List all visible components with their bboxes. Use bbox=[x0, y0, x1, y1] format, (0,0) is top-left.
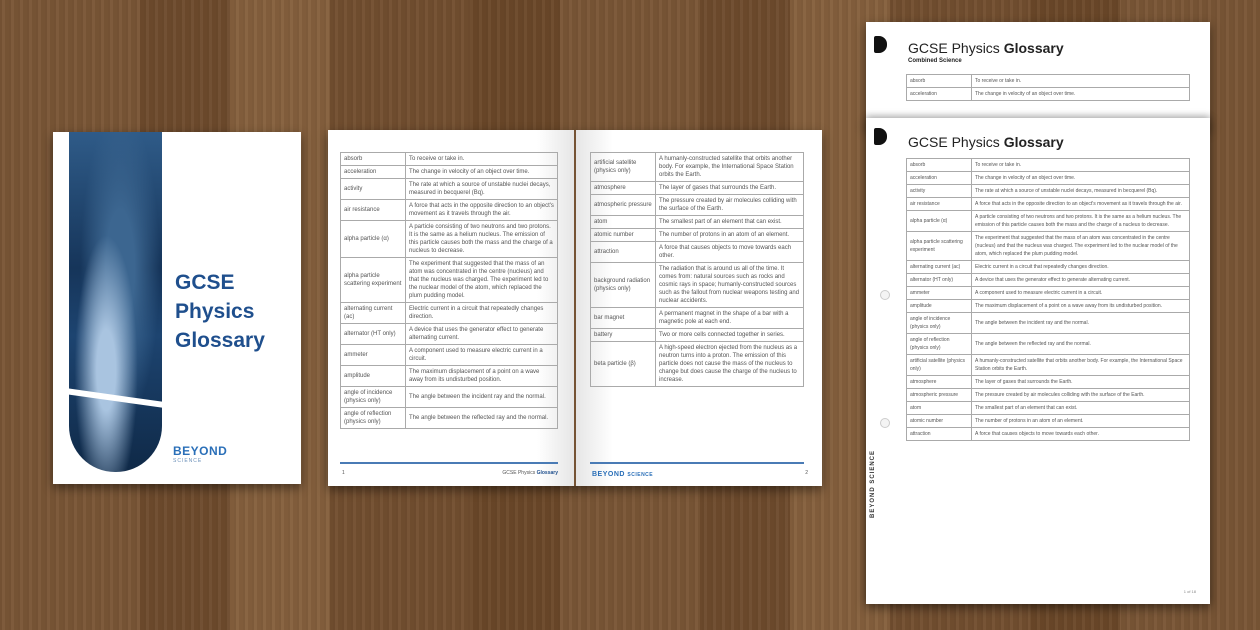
sheet-page-number: 1 of 18 bbox=[1183, 589, 1196, 594]
glossary-term: alternator (HT only) bbox=[341, 324, 406, 345]
glossary-definition: The angle between the reflected ray and the normal. bbox=[406, 408, 558, 429]
cover-title-line3: Glossary bbox=[175, 329, 265, 352]
glossary-row bbox=[907, 75, 1190, 88]
glossary-definition: A force that acts in the opposite direction to an object's movement as it travels through the air. bbox=[406, 200, 558, 221]
glossary-definition: A component used to measure electric current in a circuit. bbox=[972, 287, 1190, 300]
glossary-term: alternator (HT only) bbox=[907, 274, 972, 287]
glossary-definition: The rate at which a source of unstable nuclei decays, measured in becquerel (Bq). bbox=[972, 185, 1190, 198]
glossary-term: angle of reflection (physics only) bbox=[341, 408, 406, 429]
glossary-row bbox=[341, 258, 558, 303]
glossary-term: amplitude bbox=[907, 300, 972, 313]
glossary-term: activity bbox=[907, 185, 972, 198]
glossary-definition: The radiation that is around us all of the time. It comes from: natural sources such as rocks and cosmic rays in space; humanly-constructed sources such as the fallout from nuclear weapons testing and nuclear accidents. bbox=[656, 263, 804, 308]
glossary-definition: To receive or take in. bbox=[406, 153, 558, 166]
glossary-definition: A humanly-constructed satellite that orbits another body. For example, the International Space Station orbits the Earth. bbox=[656, 153, 804, 182]
glossary-definition: The change in velocity of an object over time. bbox=[972, 172, 1190, 185]
glossary-term: atomic number bbox=[591, 229, 656, 242]
glossary-term: atom bbox=[591, 216, 656, 229]
glossary-definition: The angle between the reflected ray and the normal. bbox=[972, 334, 1190, 355]
glossary-definition: The layer of gases that surrounds the Earth. bbox=[656, 182, 804, 195]
glossary-term: attraction bbox=[907, 428, 972, 441]
glossary-term: atom bbox=[907, 402, 972, 415]
glossary-row bbox=[907, 172, 1190, 185]
glossary-definition: The rate at which a source of unstable nuclei decays, measured in becquerel (Bq). bbox=[406, 179, 558, 200]
glossary-row bbox=[907, 313, 1190, 334]
glossary-term: activity bbox=[341, 179, 406, 200]
sheet-back-title bbox=[908, 40, 1064, 56]
glossary-definition: A permanent magnet in the shape of a bar with a magnetic pole at each end. bbox=[656, 308, 804, 329]
glossary-term: acceleration bbox=[341, 166, 406, 179]
glossary-row bbox=[341, 200, 558, 221]
glossary-term: atmospheric pressure bbox=[591, 195, 656, 216]
glossary-definition: The pressure created by air molecules colliding with the surface of the Earth. bbox=[656, 195, 804, 216]
left-footer-title-bold: Glossary bbox=[536, 470, 558, 476]
glossary-term: ammeter bbox=[907, 287, 972, 300]
glossary-row bbox=[907, 274, 1190, 287]
glossary-term: artificial satellite (physics only) bbox=[591, 153, 656, 182]
glossary-term: absorb bbox=[341, 153, 406, 166]
right-page-number: 2 bbox=[805, 470, 808, 476]
glossary-definition: A particle consisting of two neutrons and two protons. It is the same as a helium nucleus. The emission of this particle causes both the mass and the charge of a nucleus to decrease. bbox=[406, 221, 558, 258]
glossary-row bbox=[907, 402, 1190, 415]
glossary-row bbox=[907, 376, 1190, 389]
right-footer-brand bbox=[592, 471, 653, 478]
glossary-definition: The change in velocity of an object over time. bbox=[972, 88, 1190, 101]
glossary-term: bar magnet bbox=[591, 308, 656, 329]
glossary-term: artificial satellite (physics only) bbox=[907, 355, 972, 376]
glossary-definition: The smallest part of an element that can exist. bbox=[972, 402, 1190, 415]
glossary-term: attraction bbox=[591, 242, 656, 263]
glossary-row bbox=[591, 308, 804, 329]
sheet-front-title-text: GCSE Physics bbox=[908, 134, 1000, 150]
sheet-back-title-text: GCSE Physics bbox=[908, 40, 1000, 56]
left-footer-title bbox=[502, 470, 558, 476]
glossary-row bbox=[341, 387, 558, 408]
sheet-front-title-bold: Glossary bbox=[1003, 134, 1064, 150]
glossary-row bbox=[907, 88, 1190, 101]
glossary-row bbox=[907, 428, 1190, 441]
glossary-row bbox=[341, 221, 558, 258]
glossary-row bbox=[907, 389, 1190, 402]
glossary-term: battery bbox=[591, 329, 656, 342]
glossary-term: angle of incidence (physics only) bbox=[907, 313, 972, 334]
glossary-term: absorb bbox=[907, 159, 972, 172]
punch-hole bbox=[880, 418, 890, 428]
cover-title-line2: Physics bbox=[175, 300, 255, 323]
glossary-definition: To receive or take in. bbox=[972, 75, 1190, 88]
glossary-term: atmosphere bbox=[591, 182, 656, 195]
wave-image bbox=[69, 132, 162, 472]
glossary-row bbox=[907, 185, 1190, 198]
glossary-definition: The change in velocity of an object over time. bbox=[406, 166, 558, 179]
booklet-right-page bbox=[576, 130, 822, 486]
glossary-definition: A particle consisting of two neutrons and two protons. It is the same as a helium nucleus. The emission of this particle causes both the mass and the charge of a nucleus to decrease. bbox=[972, 211, 1190, 232]
glossary-term: absorb bbox=[907, 75, 972, 88]
glossary-term: angle of reflection (physics only) bbox=[907, 334, 972, 355]
open-booklet bbox=[328, 130, 822, 486]
glossary-row bbox=[341, 324, 558, 345]
glossary-sheet-front bbox=[866, 118, 1210, 604]
glossary-term: alpha particle scattering experiment bbox=[907, 232, 972, 261]
glossary-term: alpha particle (α) bbox=[907, 211, 972, 232]
glossary-row bbox=[341, 303, 558, 324]
glossary-term: alternating current (ac) bbox=[907, 261, 972, 274]
glossary-definition: The pressure created by air molecules colliding with the surface of the Earth. bbox=[972, 389, 1190, 402]
glossary-term: acceleration bbox=[907, 88, 972, 101]
cover-slash bbox=[69, 387, 162, 412]
glossary-definition: A high-speed electron ejected from the nucleus as a neutron turns into a proton. The emission of this particle does not cause the mass of the nucleus to change but does cause the charge of the nucleus to increase. bbox=[656, 342, 804, 387]
glossary-term: background radiation (physics only) bbox=[591, 263, 656, 308]
glossary-definition: Electric current in a circuit that repeatedly changes direction. bbox=[406, 303, 558, 324]
right-footer-bar bbox=[590, 462, 804, 464]
left-page-number: 1 bbox=[342, 470, 345, 476]
glossary-row bbox=[341, 408, 558, 429]
glossary-row bbox=[591, 195, 804, 216]
glossary-row bbox=[591, 229, 804, 242]
glossary-row bbox=[341, 345, 558, 366]
glossary-row bbox=[907, 287, 1190, 300]
booklet-left-page bbox=[328, 130, 574, 486]
glossary-definition: The maximum displacement of a point on a wave away from its undisturbed position. bbox=[406, 366, 558, 387]
glossary-row bbox=[591, 216, 804, 229]
sheet-front-table bbox=[906, 158, 1190, 441]
glossary-row bbox=[907, 198, 1190, 211]
glossary-row bbox=[907, 355, 1190, 376]
glossary-term: angle of incidence (physics only) bbox=[341, 387, 406, 408]
sheet-back-subtitle: Combined Science bbox=[908, 58, 962, 64]
glossary-definition: The number of protons in an atom of an element. bbox=[972, 415, 1190, 428]
glossary-row bbox=[907, 261, 1190, 274]
glossary-row bbox=[907, 334, 1190, 355]
glossary-row bbox=[591, 342, 804, 387]
glossary-definition: The angle between the incident ray and the normal. bbox=[406, 387, 558, 408]
glossary-definition: A humanly-constructed satellite that orbits another body. For example, the International Space Station orbits the Earth. bbox=[972, 355, 1190, 376]
glossary-row bbox=[907, 232, 1190, 261]
glossary-definition: The maximum displacement of a point on a wave away from its undisturbed position. bbox=[972, 300, 1190, 313]
glossary-row bbox=[341, 166, 558, 179]
cover-title bbox=[175, 268, 265, 355]
glossary-term: ammeter bbox=[341, 345, 406, 366]
glossary-term: atmosphere bbox=[907, 376, 972, 389]
glossary-definition: Electric current in a circuit that repeatedly changes direction. bbox=[972, 261, 1190, 274]
cover-title-line1: GCSE bbox=[175, 271, 235, 294]
cover-brand-logo bbox=[173, 444, 227, 464]
glossary-cover bbox=[53, 132, 301, 484]
glossary-definition: Two or more cells connected together in series. bbox=[656, 329, 804, 342]
glossary-row bbox=[907, 300, 1190, 313]
glossary-definition: The layer of gases that surrounds the Earth. bbox=[972, 376, 1190, 389]
sheet-front-title bbox=[908, 134, 1064, 150]
glossary-term: beta particle (β) bbox=[591, 342, 656, 387]
glossary-term: atmospheric pressure bbox=[907, 389, 972, 402]
glossary-definition: A component used to measure electric current in a circuit. bbox=[406, 345, 558, 366]
glossary-sheet-back bbox=[866, 22, 1210, 128]
right-footer-brand-name: BEYOND bbox=[592, 471, 625, 478]
glossary-term: alpha particle (α) bbox=[341, 221, 406, 258]
glossary-definition: The experiment that suggested that the mass of an atom was concentrated in the centre (nucleus) and that the nucleus was charged. The experiment led to the nuclear model of the atom, which replaced the plum pudding model. bbox=[406, 258, 558, 303]
glossary-definition: A device that uses the generator effect to generate alternating current. bbox=[972, 274, 1190, 287]
glossary-row bbox=[341, 179, 558, 200]
glossary-row bbox=[907, 159, 1190, 172]
glossary-row bbox=[341, 153, 558, 166]
glossary-definition: A device that uses the generator effect to generate alternating current. bbox=[406, 324, 558, 345]
glossary-term: acceleration bbox=[907, 172, 972, 185]
glossary-definition: A force that causes objects to move towards each other. bbox=[972, 428, 1190, 441]
glossary-row bbox=[591, 153, 804, 182]
left-footer-bar bbox=[340, 462, 558, 464]
glossary-term: air resistance bbox=[907, 198, 972, 211]
glossary-row bbox=[907, 211, 1190, 232]
glossary-definition: The number of protons in an atom of an element. bbox=[656, 229, 804, 242]
glossary-row bbox=[591, 329, 804, 342]
glossary-definition: To receive or take in. bbox=[972, 159, 1190, 172]
punch-hole bbox=[880, 290, 890, 300]
beyond-b-logo bbox=[874, 36, 887, 53]
left-footer-title-text: GCSE Physics bbox=[502, 470, 536, 476]
glossary-definition: A force that causes objects to move towards each other. bbox=[656, 242, 804, 263]
right-footer-brand-sub: SCIENCE bbox=[627, 472, 654, 478]
glossary-term: alpha particle scattering experiment bbox=[341, 258, 406, 303]
vertical-brand: BEYOND SCIENCE bbox=[870, 449, 876, 518]
glossary-row bbox=[591, 263, 804, 308]
cover-brand-sub: SCIENCE bbox=[173, 458, 203, 464]
glossary-definition: The angle between the incident ray and the normal. bbox=[972, 313, 1190, 334]
glossary-row bbox=[591, 182, 804, 195]
glossary-term: amplitude bbox=[341, 366, 406, 387]
glossary-definition: The experiment that suggested that the mass of an atom was concentrated in the centre (nucleus) and that the nucleus was charged. The experiment led to the nuclear model of the atom, which replaced the plum pudding model. bbox=[972, 232, 1190, 261]
cover-brand-name: BEYOND bbox=[173, 444, 228, 458]
glossary-row bbox=[907, 415, 1190, 428]
sheet-back-title-bold: Glossary bbox=[1003, 40, 1064, 56]
glossary-term: air resistance bbox=[341, 200, 406, 221]
glossary-term: alternating current (ac) bbox=[341, 303, 406, 324]
beyond-b-logo bbox=[874, 128, 887, 145]
glossary-row bbox=[341, 366, 558, 387]
glossary-term: atomic number bbox=[907, 415, 972, 428]
left-glossary-table bbox=[340, 152, 558, 429]
sheet-back-table bbox=[906, 74, 1190, 101]
glossary-row bbox=[591, 242, 804, 263]
right-glossary-table bbox=[590, 152, 804, 387]
glossary-definition: A force that acts in the opposite direction to an object's movement as it travels through the air. bbox=[972, 198, 1190, 211]
glossary-definition: The smallest part of an element that can exist. bbox=[656, 216, 804, 229]
